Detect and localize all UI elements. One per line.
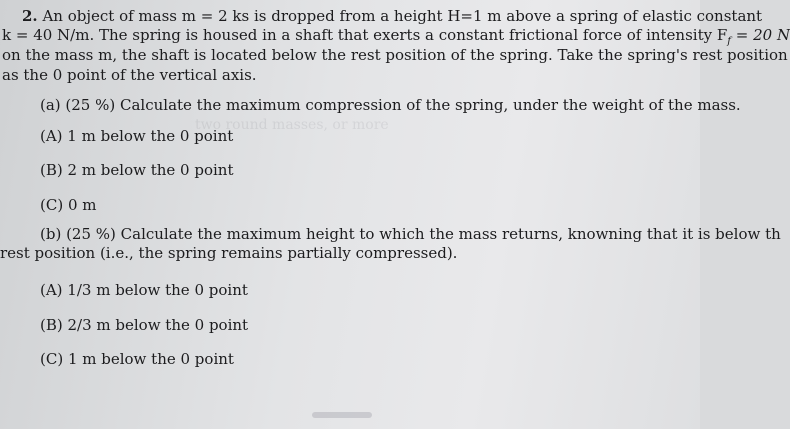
part-a-option-c: (C) 0 m xyxy=(40,196,97,214)
intro-line-3: on the mass m, the shaft is located below the rest position of the spring. Take the spring's rest position xyxy=(2,46,788,64)
part-b-option-a: (A) 1/3 m below the 0 point xyxy=(40,281,248,299)
part-a-question: (a) (25 %) Calculate the maximum compression of the spring, under the weight of the mass. xyxy=(40,96,741,114)
intro-text-2: k = 40 N/m. The spring is housed in a shaft that exerts a constant frictional force of intensity F xyxy=(2,26,728,44)
part-a-option-a: (A) 1 m below the 0 point xyxy=(40,127,234,145)
intro-text-1: An object of mass m = 2 ks is dropped from a height H=1 m above a spring of elastic constant xyxy=(42,7,763,25)
part-a-option-b: (B) 2 m below the 0 point xyxy=(40,161,234,179)
part-b-question-line-2: rest position (i.e., the spring remains partially compressed). xyxy=(0,244,458,262)
part-b-question-line-1: (b) (25 %) Calculate the maximum height to which the mass returns, knowning that it is below th xyxy=(40,225,781,243)
intro-line-1 xyxy=(22,7,762,25)
part-b-option-c: (C) 1 m below the 0 point xyxy=(40,350,234,368)
friction-subscript-symbol: $_f$ = 20 N xyxy=(727,26,790,47)
intro-line-4: as the 0 point of the vertical axis. xyxy=(2,66,257,84)
problem-number: 2. xyxy=(22,7,38,25)
page-smudge xyxy=(312,412,372,418)
bleed-through-text: two round masses, or more xyxy=(195,117,389,133)
part-b-option-b: (B) 2/3 m below the 0 point xyxy=(40,316,249,334)
